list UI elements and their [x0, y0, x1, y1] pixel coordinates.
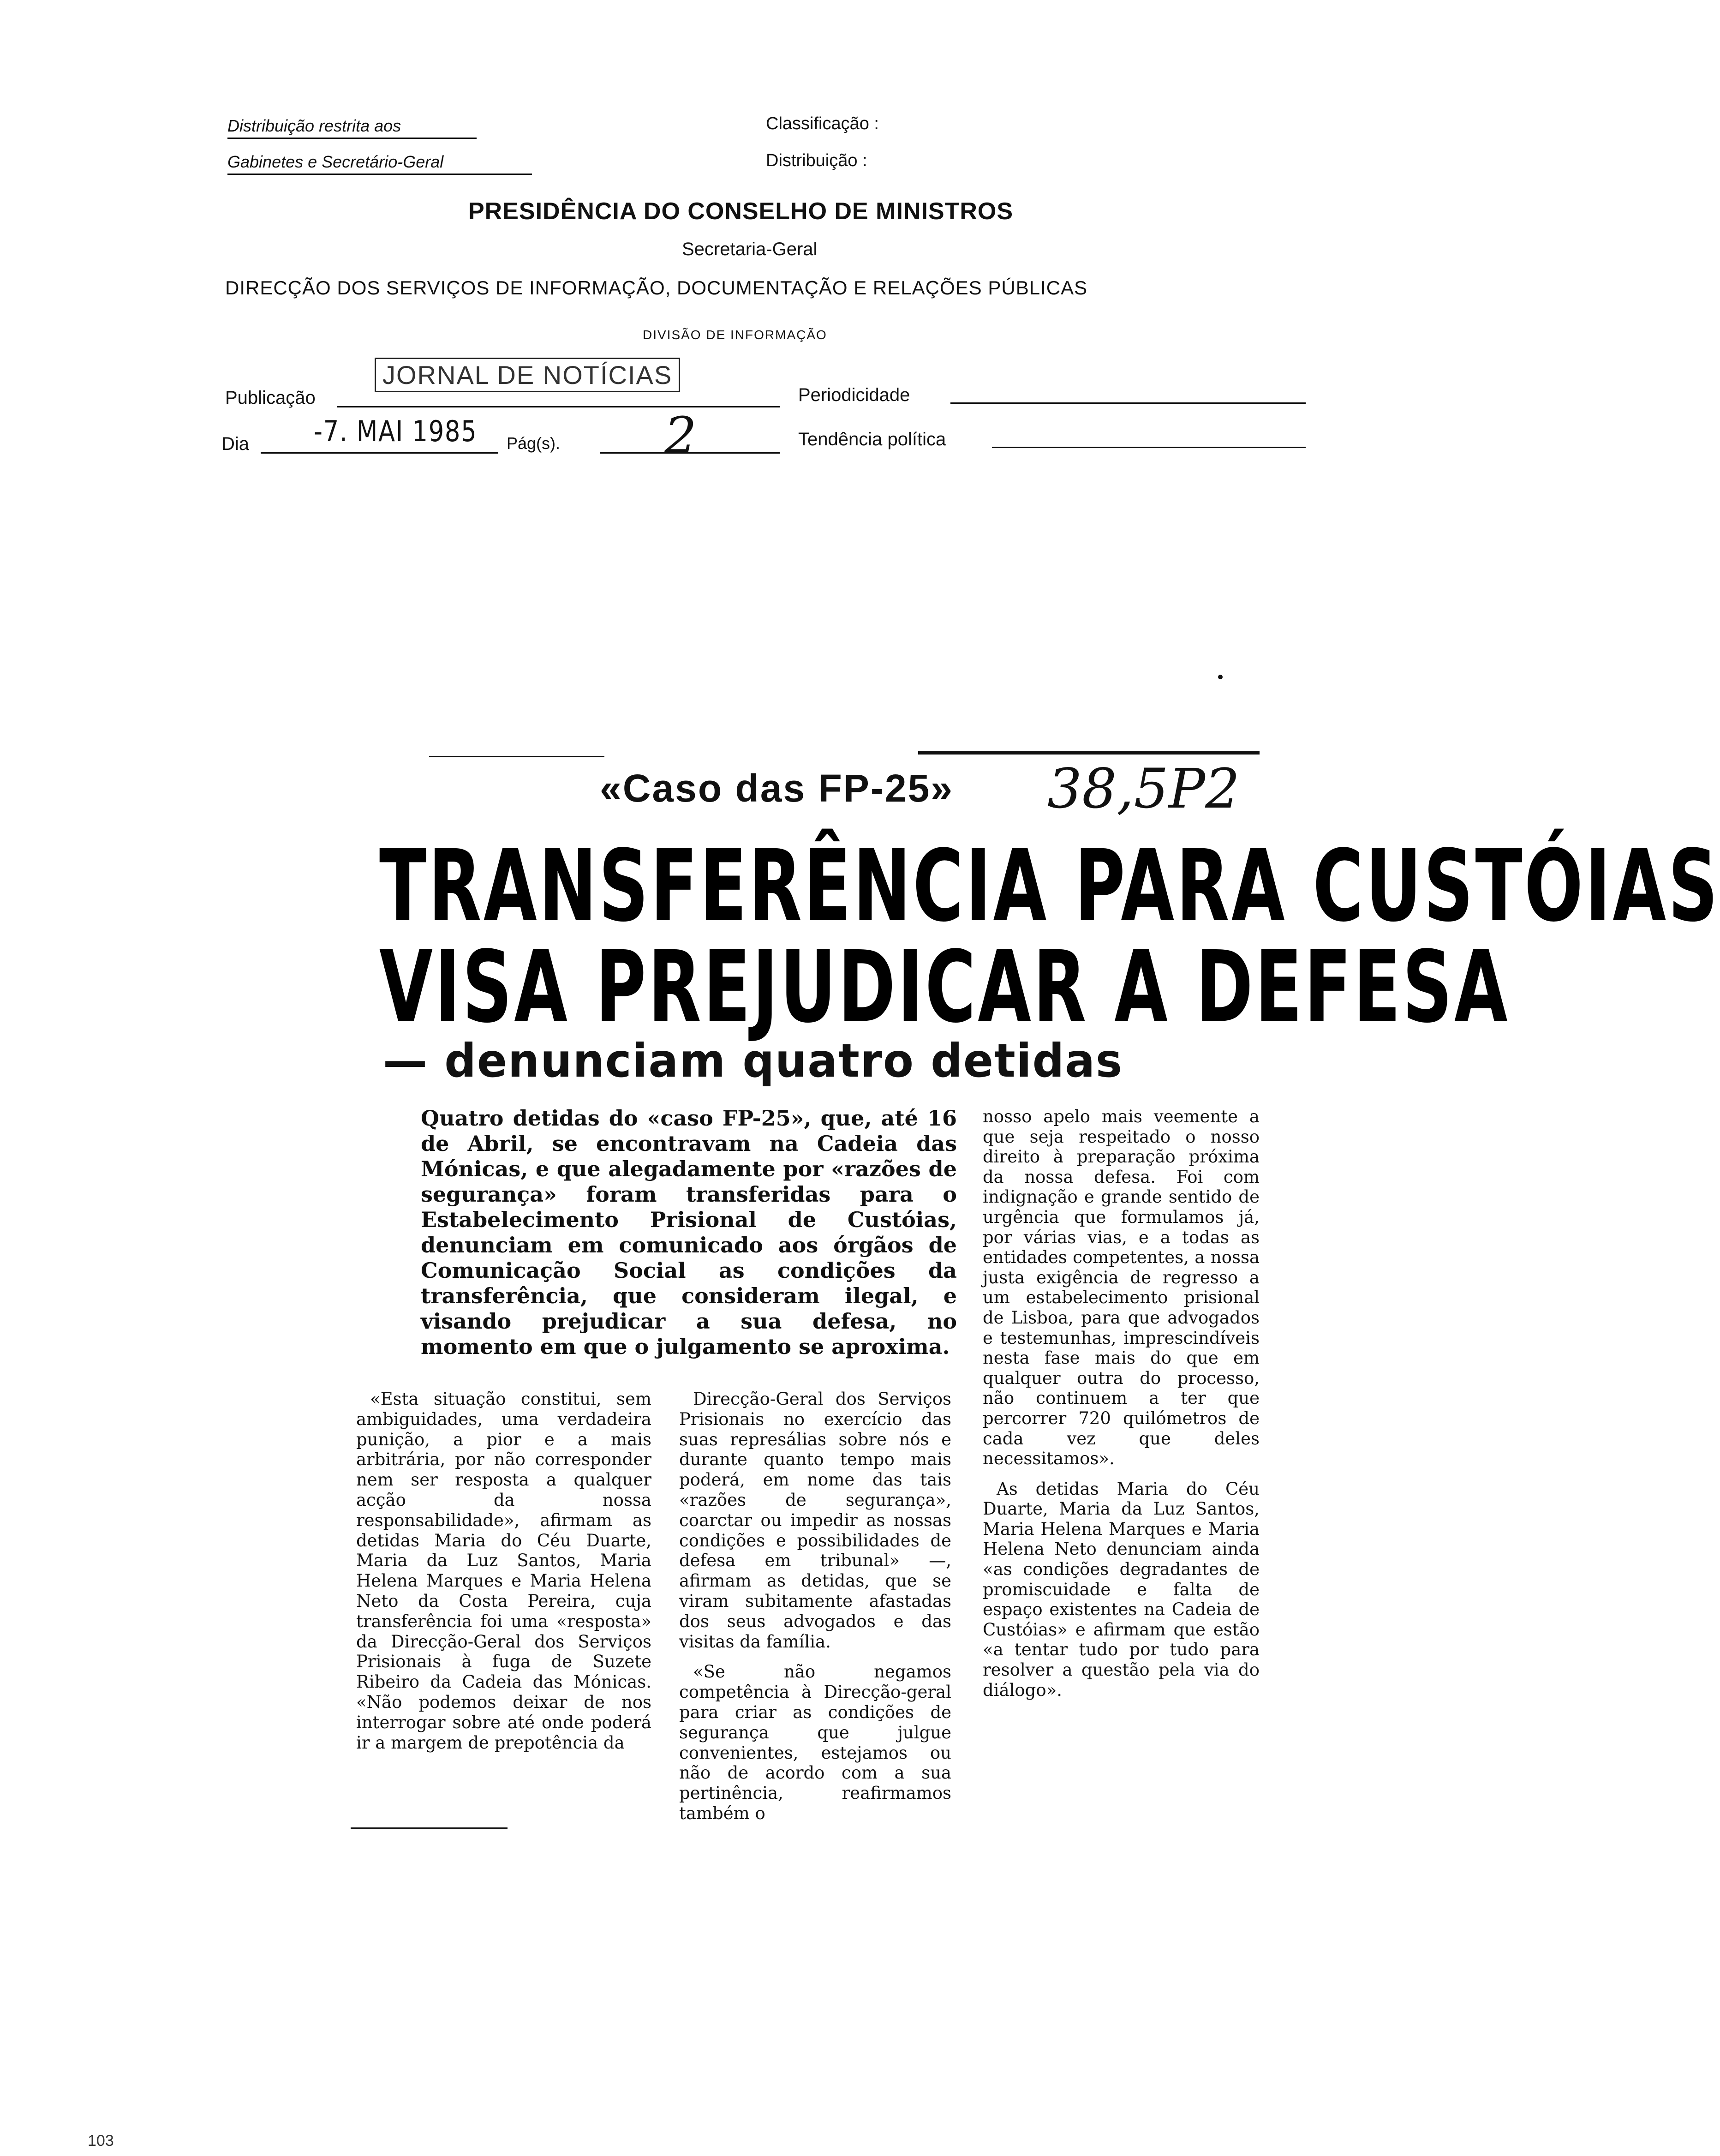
political-tendency-label: Tendência política: [798, 429, 946, 449]
column-2-paragraph-2: «Se não negamos competência à Direcção-geral para criar as condições de segurança que julgue convenientes, estejamos ou não de acordo com a sua pertinência, reafirmamos também o: [679, 1662, 951, 1823]
division: DIVISÃO DE INFORMAÇÃO: [643, 328, 827, 342]
pages-value: 2: [664, 406, 697, 465]
speck: [1218, 675, 1223, 679]
column-2-paragraph-1: Direcção-Geral dos Serviços Prisionais no exercício das suas represálias sobre nós e durante quanto tempo mais poderá, em nome das tais «razões de segurança», coarctar ou impedir as nossas condições e possibilidades de defesa em tribunal» —, afirmam as detidas, que se viram subitamente afastadas dos seus advogados e das visitas da família.: [679, 1389, 951, 1652]
publication-line: [337, 406, 780, 407]
bottom-rule: [351, 1827, 508, 1829]
column-2: [679, 1389, 951, 1834]
headline-line-2: VISA PREJUDICAR A DEFESA: [379, 930, 1510, 1045]
secretariat: Secretaria-Geral: [682, 239, 818, 259]
top-rule-right: [918, 751, 1260, 755]
periodicity-line: [950, 402, 1306, 404]
column-1: [356, 1389, 651, 1763]
publication-stamp: JORNAL DE NOTÍCIAS: [375, 358, 680, 392]
periodicity-label: Periodicidade: [798, 385, 910, 405]
date-stamp: -7. MAI 1985: [314, 414, 478, 448]
headline-line-1: TRANSFERÊNCIA PARA CUSTÓIAS: [379, 829, 1720, 944]
article-kicker: «Caso das FP-25»: [600, 767, 954, 810]
handwritten-note: 38,5P2: [1047, 757, 1240, 820]
publication-label: Publicação: [225, 388, 316, 408]
page-mark: 103: [88, 2132, 114, 2150]
distribution-label: Distribuição :: [766, 151, 867, 170]
directorate: DIRECÇÃO DOS SERVIÇOS DE INFORMAÇÃO, DOCUMENTAÇÃO E RELAÇÕES PÚBLICAS: [225, 277, 1088, 299]
subheadline: — denunciam quatro detidas: [383, 1034, 1123, 1088]
day-label: Dia: [221, 434, 250, 454]
lead-paragraph: Quatro detidas do «caso FP-25», que, até 16 de Abril, se encontravam na Cadeia das Mónicas, e que alegadamente por «razões de segurança» foram transferidas para o Estabelecimento Prisional de Custóias, denunciam em comunicado aos órgãos de Comunicação Social as condições da transferência, que consideram ilegal, e visando prejudicar a sua defesa, no momento em que o julgamento se aproxima.: [421, 1106, 957, 1359]
day-line: [261, 452, 498, 454]
classification-label: Classificação :: [766, 114, 879, 133]
distribution-line-2: Gabinetes e Secretário-Geral: [227, 152, 532, 175]
political-tendency-line: [992, 447, 1306, 448]
column-1-paragraph-1: «Esta situação constitui, sem ambiguidades, uma verdadeira punição, a pior e a mais arbitrária, por não corresponder nem ser resposta a qualquer acção da nossa responsabilidade», afirmam as detidas Maria do Céu Duarte, Maria da Luz Santos, Maria Helena Marques e Maria Helena Neto da Costa Pereira, cuja transferência foi uma «resposta» da Direcção-Geral dos Serviços Prisionais à fuga de Suzete Ribeiro da Cadeia das Mónicas. «Não podemos deixar de nos interrogar sobre até onde poderá ir a margem de prepotência da: [356, 1389, 651, 1753]
distribution-line-1: Distribuição restrita aos: [227, 116, 477, 139]
column-3: [983, 1107, 1260, 1710]
column-3-paragraph-1: nosso apelo mais veemente a que seja respeitado o nosso direito à preparação próxima da nossa defesa. Foi com indignação e grande sentido de urgência que formulamos já, por várias vias, e a todas as entidades competentes, a nossa justa exigência de regresso a um estabelecimento prisional de Lisboa, para que advogados e testemunhas, imprescindíveis nesta fase mais do que em qualquer outra do processo, não continuem a ter que percorrer 720 quilómetros de cada vez que deles necessitamos».: [983, 1107, 1260, 1469]
top-rule-left: [429, 756, 604, 757]
pages-label: Pág(s).: [507, 434, 561, 453]
column-3-paragraph-2: As detidas Maria do Céu Duarte, Maria da Luz Santos, Maria Helena Marques e Maria Helena Neto denunciam ainda «as condições degradantes de promiscuidade e falta de espaço existentes na Cadeia de Custóias» e afirmam que estão «a tentar tudo por tudo para resolver a questão pela via do diálogo».: [983, 1479, 1260, 1700]
office-title: PRESIDÊNCIA DO CONSELHO DE MINISTROS: [468, 198, 1014, 225]
